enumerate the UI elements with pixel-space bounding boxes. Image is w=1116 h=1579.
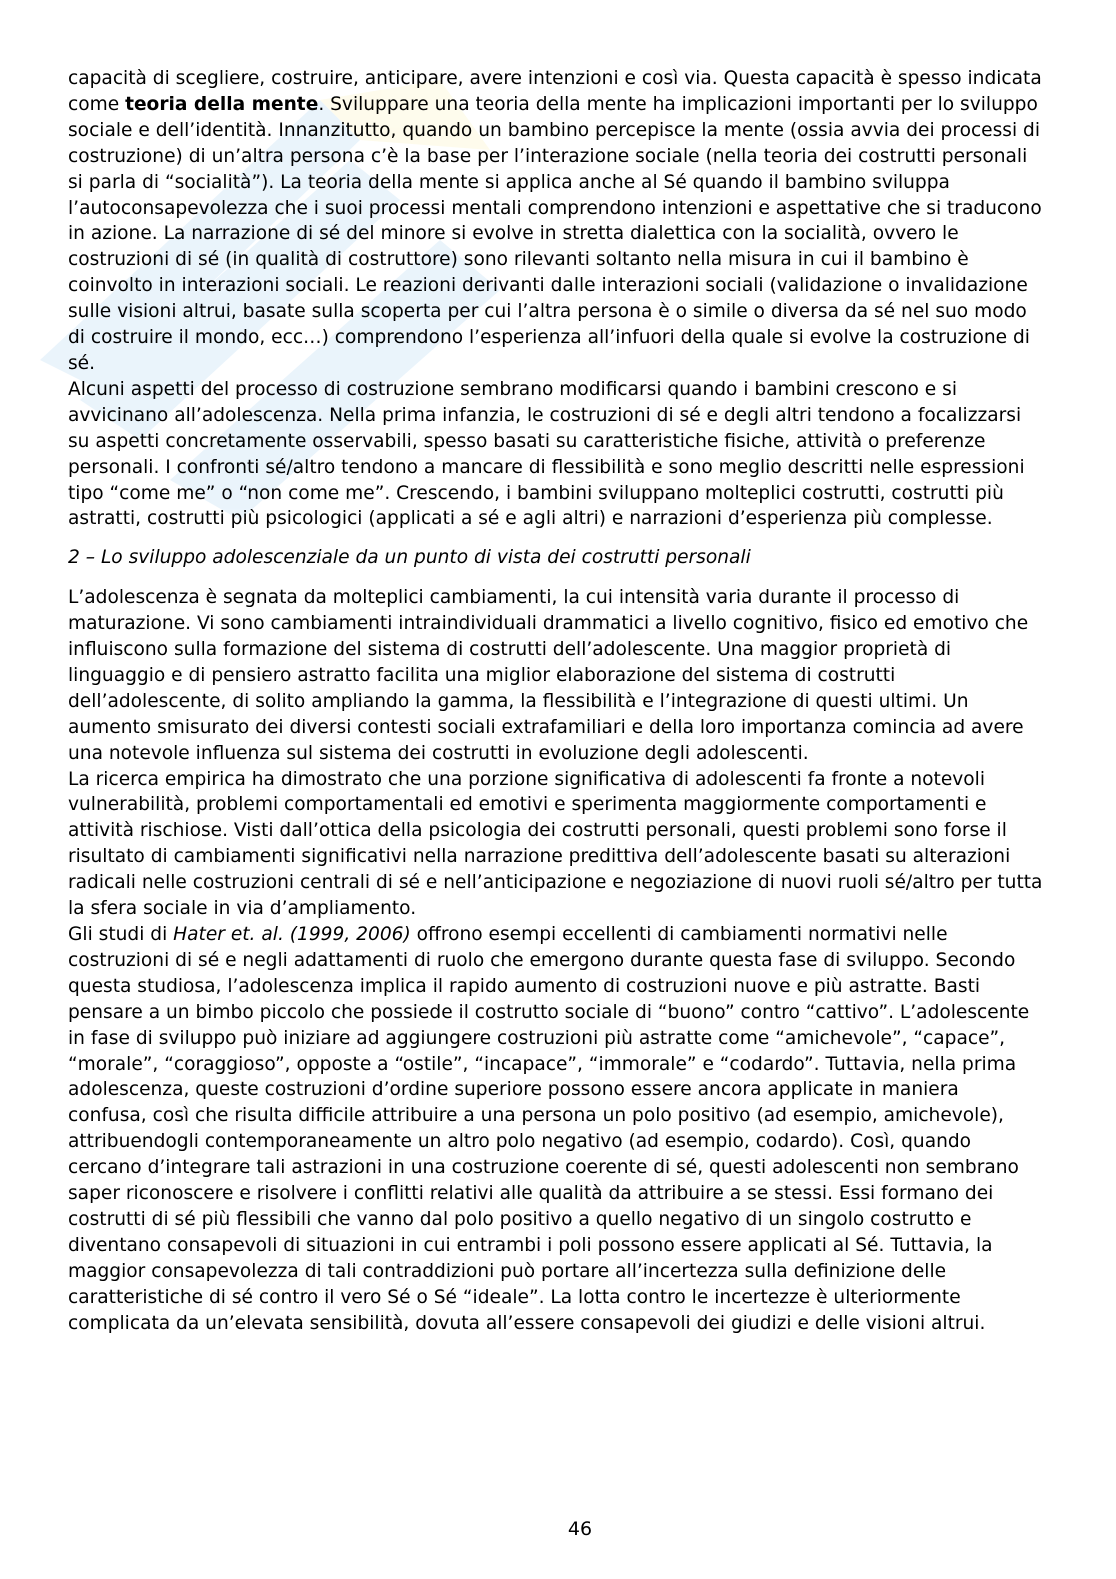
paragraph-empirical-research: La ricerca empirica ha dimostrato che una porzione significativa di adolescenti fa fronte a notevoli vulnerabilità, problemi comportamentali ed emotivi e sperimenta maggiormente comportamenti e attività rischiose. Visti dall’ottica della psicologia dei costrutti personali, questi problemi sono forse il risultato di cambiamenti significativi nella narrazione predittiva dell’adolescente basati su alterazioni radicali nelle costruzioni centrali di sé e nell’anticipazione e negoziazione di nuovi ruoli sé/altro per tutta la sfera sociale in via d’ampliamento. <box>68 768 1043 920</box>
paragraph-text: offrono esempi eccellenti di cambiamenti normativi nelle costruzioni di sé e negli adattamenti di ruolo che emergono durante questa fase di sviluppo. Secondo questa studiosa, l’adolescenza implica il rapido aumento di costruzioni nuove e più astratte. Basti pensare a un bimbo piccolo che possiede il costrutto sociale di “buono” contro “cattivo”. L’adolescente in fase di sviluppo può iniziare ad aggiungere costruzioni più astratte come “amichevole”, “capace”, “morale”, “coraggioso”, opposte a “ostile”, “incapace”, “immorale” e “codardo”. Tuttavia, nella prima adolescenza, queste costruzioni d’ordine superiore possono essere ancora applicate in maniera confusa, così che risulta difficile attribuire a una persona un polo positivo (ad esempio, amichevole), attribuendogli contemporaneamente un altro polo negativo (ad esempio, codardo). Così, quando cercano d’integrare tali astrazioni in una costruzione coerente di sé, questi adolescenti non sembrano saper riconoscere e risolvere i conflitti relativi alle qualità da attribuire a se stessi. Essi formano dei costrutti di sé più flessibili che vanno dal polo positivo a quello negativo di un singolo costrutto e diventano consapevoli di situazioni in cui entrambi i poli possono essere applicati al Sé. Tuttavia, la maggior consapevolezza di tali contraddizioni può portare all’incertezza sulla definizione delle caratteristiche di sé contro il vero Sé o Sé “ideale”. La lotta contro le incertezze è ulteriormente complicata da un’elevata sensibilità, dovuta all’essere consapevoli dei giudizi e delle visioni altrui. <box>68 924 1030 1334</box>
page-body <box>68 66 1043 1337</box>
page-number: 46 <box>567 1518 593 1540</box>
paragraph-text: capacità di scegliere, costruire, anticipare, avere intenzioni e così via. Questa capacità è spesso indicata come <box>68 68 1042 115</box>
paragraph-theory-of-mind <box>68 66 1043 377</box>
citation: Hater et. al. (1999, 2006) <box>173 924 411 945</box>
paragraph-hater-studies <box>68 922 1043 1337</box>
paragraph-childhood-construction: Alcuni aspetti del processo di costruzione sembrano modificarsi quando i bambini crescono e si avvicinano all’adolescenza. Nella prima infanzia, le costruzioni di sé e degli altri tendono a focalizzarsi su aspetti concretamente osservabili, spesso basati su caratteristiche fisiche, attività o preferenze personali. I confronti sé/altro tendono a mancare di flessibilità e sono meglio descritti nelle espressioni tipo “come me” o “non come me”. Crescendo, i bambini sviluppano molteplici costrutti, costrutti più astratti, costrutti più psicologici (applicati a sé e agli altri) e narrazioni d’esperienza più complesse. <box>68 378 1025 530</box>
paragraph-text: . Sviluppare una teoria della mente ha implicazioni importanti per lo sviluppo sociale e dell’identità. Innanzitutto, quando un bambino percepisce la mente (ossia avvia dei processi di costruzione) di un’altra persona c’è la base per l’interazione sociale (nella teoria dei costrutti personali si parla di “socialità”). La teoria della mente si applica anche al Sé quando il bambino sviluppa l’autoconsapevolezza che i suoi processi mentali comprendono intenzioni e aspettative che si traducono in azione. La narrazione di sé del minore si evolve in stretta dialettica con la socialità, ovvero le costruzioni di sé (in qualità di costruttore) sono rilevanti soltanto nella misura in cui il bambino è coinvolto in interazioni sociali. Le reazioni derivanti dalle interazioni sociali (validazione o invalidazione sulle visioni altrui, basate sulla scoperta per cui l’altra persona è o simile o diversa da sé nel suo modo di costruire il mondo, ecc…) comprendono l’esperienza all’infuori della quale si evolve la costruzione di sé. <box>68 93 1042 374</box>
paragraph-adolescence-changes: L’adolescenza è segnata da molteplici cambiamenti, la cui intensità varia durante il processo di maturazione. Vi sono cambiamenti intraindividuali drammatici a livello cognitivo, fisico ed emotivo che influiscono sulla formazione del sistema di costrutti dell’adolescente. Una maggior proprietà di linguaggio e di pensiero astratto facilita una miglior elaborazione del sistema di costrutti dell’adolescente, di solito ampliando la gamma, la flessibilità e l’integrazione di questi ultimi. Un aumento smisurato dei diversi contesti sociali extrafamiliari e della loro importanza comincia ad avere una notevole influenza sul sistema dei costrutti in evoluzione degli adolescenti. <box>68 587 1029 764</box>
section-heading: 2 – Lo sviluppo adolescenziale da un punto di vista dei costrutti personali <box>68 547 751 569</box>
bold-term: teoria della mente <box>125 93 319 115</box>
paragraph-text: Gli studi di <box>68 924 174 945</box>
